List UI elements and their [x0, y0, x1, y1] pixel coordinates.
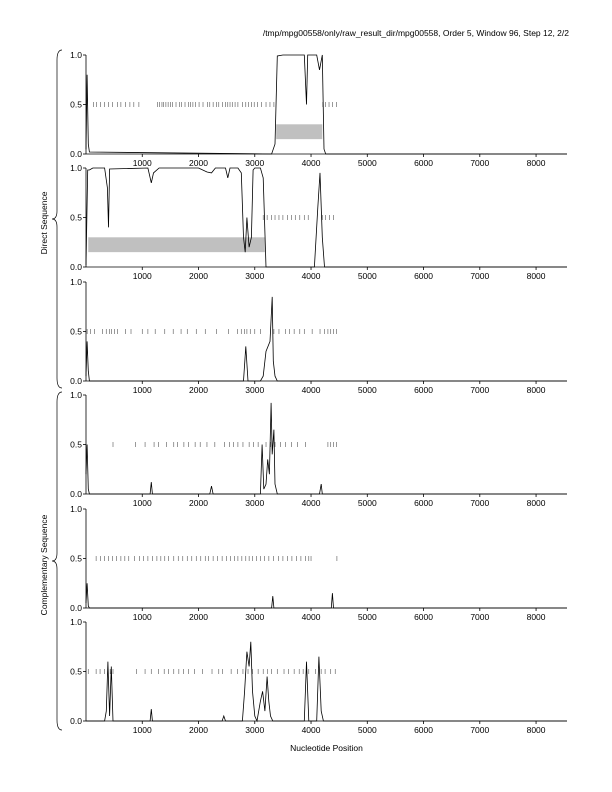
y-tick-label-2-2: 0.5 — [70, 212, 82, 223]
x-tick-label-3-2: 2000 — [189, 385, 208, 395]
y-tick-label-3-1: 0.0 — [70, 376, 82, 386]
panel-5 — [70, 504, 567, 622]
x-tick-label-3-5: 5000 — [357, 385, 377, 395]
panel-1 — [70, 50, 567, 168]
y-tick-label-1-1: 0.0 — [70, 149, 82, 159]
x-tick-label-3-3: 3000 — [245, 385, 265, 395]
x-tick-label-5-8: 8000 — [526, 612, 546, 622]
y-tick-label-4-2: 0.5 — [70, 439, 82, 450]
x-tick-label-1-3: 3000 — [245, 158, 265, 168]
series-line-6 — [86, 642, 567, 721]
x-tick-label-6-5: 5000 — [357, 725, 377, 735]
panel-4 — [70, 390, 567, 508]
x-tick-label-2-4: 4000 — [301, 271, 321, 281]
x-tick-label-4-4: 4000 — [301, 498, 321, 508]
panel-3 — [70, 277, 567, 395]
x-tick-label-2-6: 6000 — [414, 271, 434, 281]
y-tick-label-6-1: 0.0 — [70, 716, 82, 726]
x-tick-label-5-2: 2000 — [189, 612, 208, 622]
x-tick-label-2-8: 8000 — [526, 271, 546, 281]
x-tick-label-4-1: 1000 — [132, 498, 152, 508]
x-tick-label-3-7: 7000 — [470, 385, 490, 395]
x-tick-label-5-4: 4000 — [301, 612, 321, 622]
x-tick-label-4-6: 6000 — [414, 498, 434, 508]
x-tick-label-6-3: 3000 — [245, 725, 265, 735]
x-tick-label-6-7: 7000 — [470, 725, 490, 735]
x-tick-label-5-5: 5000 — [357, 612, 377, 622]
x-tick-label-3-6: 6000 — [414, 385, 434, 395]
x-tick-label-2-5: 5000 — [357, 271, 377, 281]
x-tick-label-6-2: 2000 — [189, 725, 208, 735]
panel-6 — [70, 617, 567, 735]
x-tick-label-3-8: 8000 — [526, 385, 546, 395]
x-tick-label-1-5: 5000 — [357, 158, 377, 168]
x-tick-label-2-1: 1000 — [132, 271, 152, 281]
x-tick-label-5-6: 6000 — [414, 612, 434, 622]
x-tick-label-3-1: 1000 — [132, 385, 152, 395]
band-1-1 — [276, 124, 322, 139]
x-tick-label-4-8: 8000 — [526, 498, 546, 508]
x-tick-label-4-5: 5000 — [357, 498, 377, 508]
y-tick-label-6-2: 0.5 — [70, 666, 82, 677]
x-tick-label-5-7: 7000 — [470, 612, 490, 622]
y-tick-label-4-1: 0.0 — [70, 489, 82, 499]
series-line-1 — [86, 55, 567, 154]
x-tick-label-1-4: 4000 — [301, 158, 321, 168]
band-2-1 — [88, 237, 265, 252]
x-tick-label-1-7: 7000 — [470, 158, 490, 168]
x-tick-label-2-3: 3000 — [245, 271, 265, 281]
series-line-3 — [86, 297, 567, 381]
y-tick-label-5-1: 0.0 — [70, 603, 82, 613]
y-tick-label-3-3: 1.0 — [70, 277, 82, 287]
x-tick-label-5-1: 1000 — [132, 612, 152, 622]
y-tick-label-3-2: 0.5 — [70, 326, 82, 337]
y-tick-label-1-3: 1.0 — [70, 50, 82, 60]
complementary-sequence-brace — [52, 392, 62, 730]
page-title: /tmp/mpg00558/only/raw_result_dir/mpg00558, Order 5, Window 96, Step 12, 2/2 — [262, 28, 569, 38]
x-tick-label-6-4: 4000 — [301, 725, 321, 735]
panel-2 — [70, 163, 567, 281]
x-tick-label-6-6: 6000 — [414, 725, 434, 735]
y-tick-label-2-1: 0.0 — [70, 262, 82, 272]
x-tick-label-2-7: 7000 — [470, 271, 490, 281]
x-tick-label-6-8: 8000 — [526, 725, 546, 735]
x-tick-label-4-3: 3000 — [245, 498, 265, 508]
x-tick-label-2-2: 2000 — [189, 271, 208, 281]
x-axis-label: Nucleotide Position — [290, 743, 363, 753]
y-tick-label-5-2: 0.5 — [70, 553, 82, 564]
x-tick-label-4-7: 7000 — [470, 498, 490, 508]
x-tick-label-1-8: 8000 — [526, 158, 546, 168]
x-tick-label-1-1: 1000 — [132, 158, 152, 168]
series-line-5 — [86, 583, 567, 608]
direct-sequence-brace — [52, 50, 62, 388]
complementary-sequence-label: Complementary Sequence — [39, 514, 49, 616]
x-tick-label-1-2: 2000 — [189, 158, 208, 168]
y-tick-label-5-3: 1.0 — [70, 504, 82, 514]
y-tick-label-6-3: 1.0 — [70, 617, 82, 627]
y-tick-label-1-2: 0.5 — [70, 99, 82, 110]
y-tick-label-4-3: 1.0 — [70, 390, 82, 400]
x-tick-label-6-1: 1000 — [132, 725, 152, 735]
direct-sequence-label: Direct Sequence — [39, 191, 49, 255]
x-tick-label-1-6: 6000 — [414, 158, 434, 168]
x-tick-label-3-4: 4000 — [301, 385, 321, 395]
x-tick-label-4-2: 2000 — [189, 498, 208, 508]
x-tick-label-5-3: 3000 — [245, 612, 265, 622]
series-line-4 — [86, 403, 567, 494]
y-tick-label-2-3: 1.0 — [70, 163, 82, 173]
